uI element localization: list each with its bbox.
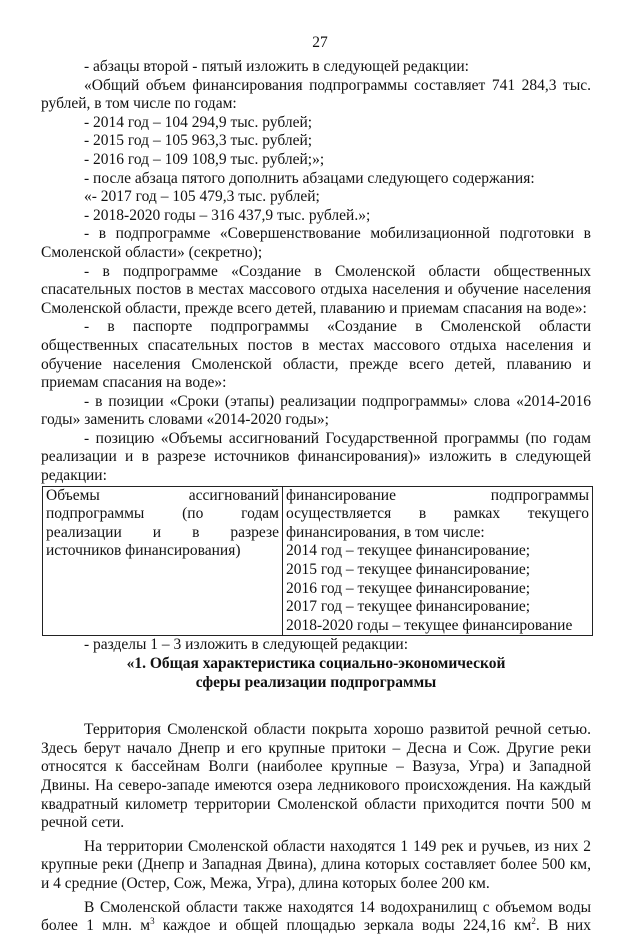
paragraph: На территории Смоленской области находятся 1 149 рек и ручьев, из них 2 крупные реки (Днепр и Западная Двина), длина которых составляет более 500 км, и 4 средние (Остер, Сож, Межа, Угра), длина которых более 200 км. (41, 837, 591, 892)
paragraph: - 2018-2020 годы – 316 437,9 тыс. рублей.»; (84, 206, 371, 224)
table-cell-value: финансирование подпрограммы осуществляется в рамках текущего финансирования, в том числе: 2014 год – текущее финансирование; 2015 год – текущее финансирование; 2016 год – текущее финансирование; 2017 год – текущее финансирование; 2018-2020 годы – текущее финансирование (283, 486, 593, 636)
section-heading: сферы реализации подпрограммы (195, 673, 437, 691)
paragraph: - после абзаца пятого дополнить абзацами следующего содержания: (84, 169, 535, 187)
financing-table (42, 486, 593, 637)
paragraph: - 2014 год – 104 294,9 тыс. рублей; (84, 113, 313, 131)
paragraph: «Общий объем финансирования подпрограммы составляет 741 284,3 тыс. рублей, в том числе по годам: (41, 76, 591, 113)
paragraph: - 2016 год – 109 108,9 тыс. рублей;»; (84, 150, 325, 168)
paragraph: Территория Смоленской области покрыта хорошо развитой речной сетью. Здесь берут начало Днепр и его крупные притоки – Десна и Сож. Другие реки относятся к бассейнам Волги (наиболее крупные – Вазуза, Угра) и Западной Двины. На северо-западе имеются озера ледникового происхождения. На каждый квадратный километр территории Смоленской области приходится почти 500 м речной сети. (41, 721, 591, 832)
spacer (41, 692, 591, 721)
paragraph: - позицию «Объемы ассигнований Государственной программы (по годам реализации и в разрезе источников финансирования)» изложить в следующей редакции: (41, 429, 591, 485)
paragraph: «- 2017 год – 105 479,3 тыс. рублей; (84, 188, 320, 206)
section-heading: «1. Общая характеристика социально-экономической (126, 655, 506, 672)
paragraph: - 2015 год – 105 963,3 тыс. рублей; (84, 132, 313, 150)
paragraph: - в паспорте подпрограммы «Создание в Смоленской области общественных спасательных постов в местах массового отдыха населения и обучение населения Смоленской области, прежде всего детей, плаванию и приемам спасания на воде»: (41, 318, 591, 392)
document-body (41, 58, 591, 936)
table-row (43, 486, 593, 636)
page-number: 27 (312, 34, 328, 51)
paragraph: - разделы 1 – 3 изложить в следующей редакции: (84, 636, 409, 654)
paragraph: В Смоленской области также находятся 14 водохранилищ с объемом воды более 1 млн. $м^3$ каждое и общей площадью зеркала воды 224,16 $км^2$. В них (41, 898, 591, 935)
table-cell-label: Объемы ассигнований подпрограммы (по годам реализации и в разрезе источников финансирования) (43, 486, 283, 636)
paragraph: - в подпрограмме «Совершенствование мобилизационной подготовки в Смоленской области» (секретно); (41, 225, 591, 261)
paragraph: - в позиции «Сроки (этапы) реализации подпрограммы» слова «2014-2016 годы» заменить словами «2014-2020 годы»; (41, 392, 591, 429)
paragraph: - в подпрограмме «Создание в Смоленской области общественных спасательных постов в местах массового отдыха населения и обучение населения Смоленской области, прежде всего детей, плаванию и приемам спасания на воде»: (41, 262, 591, 317)
paragraph: - абзацы второй - пятый изложить в следующей редакции: (84, 58, 469, 75)
